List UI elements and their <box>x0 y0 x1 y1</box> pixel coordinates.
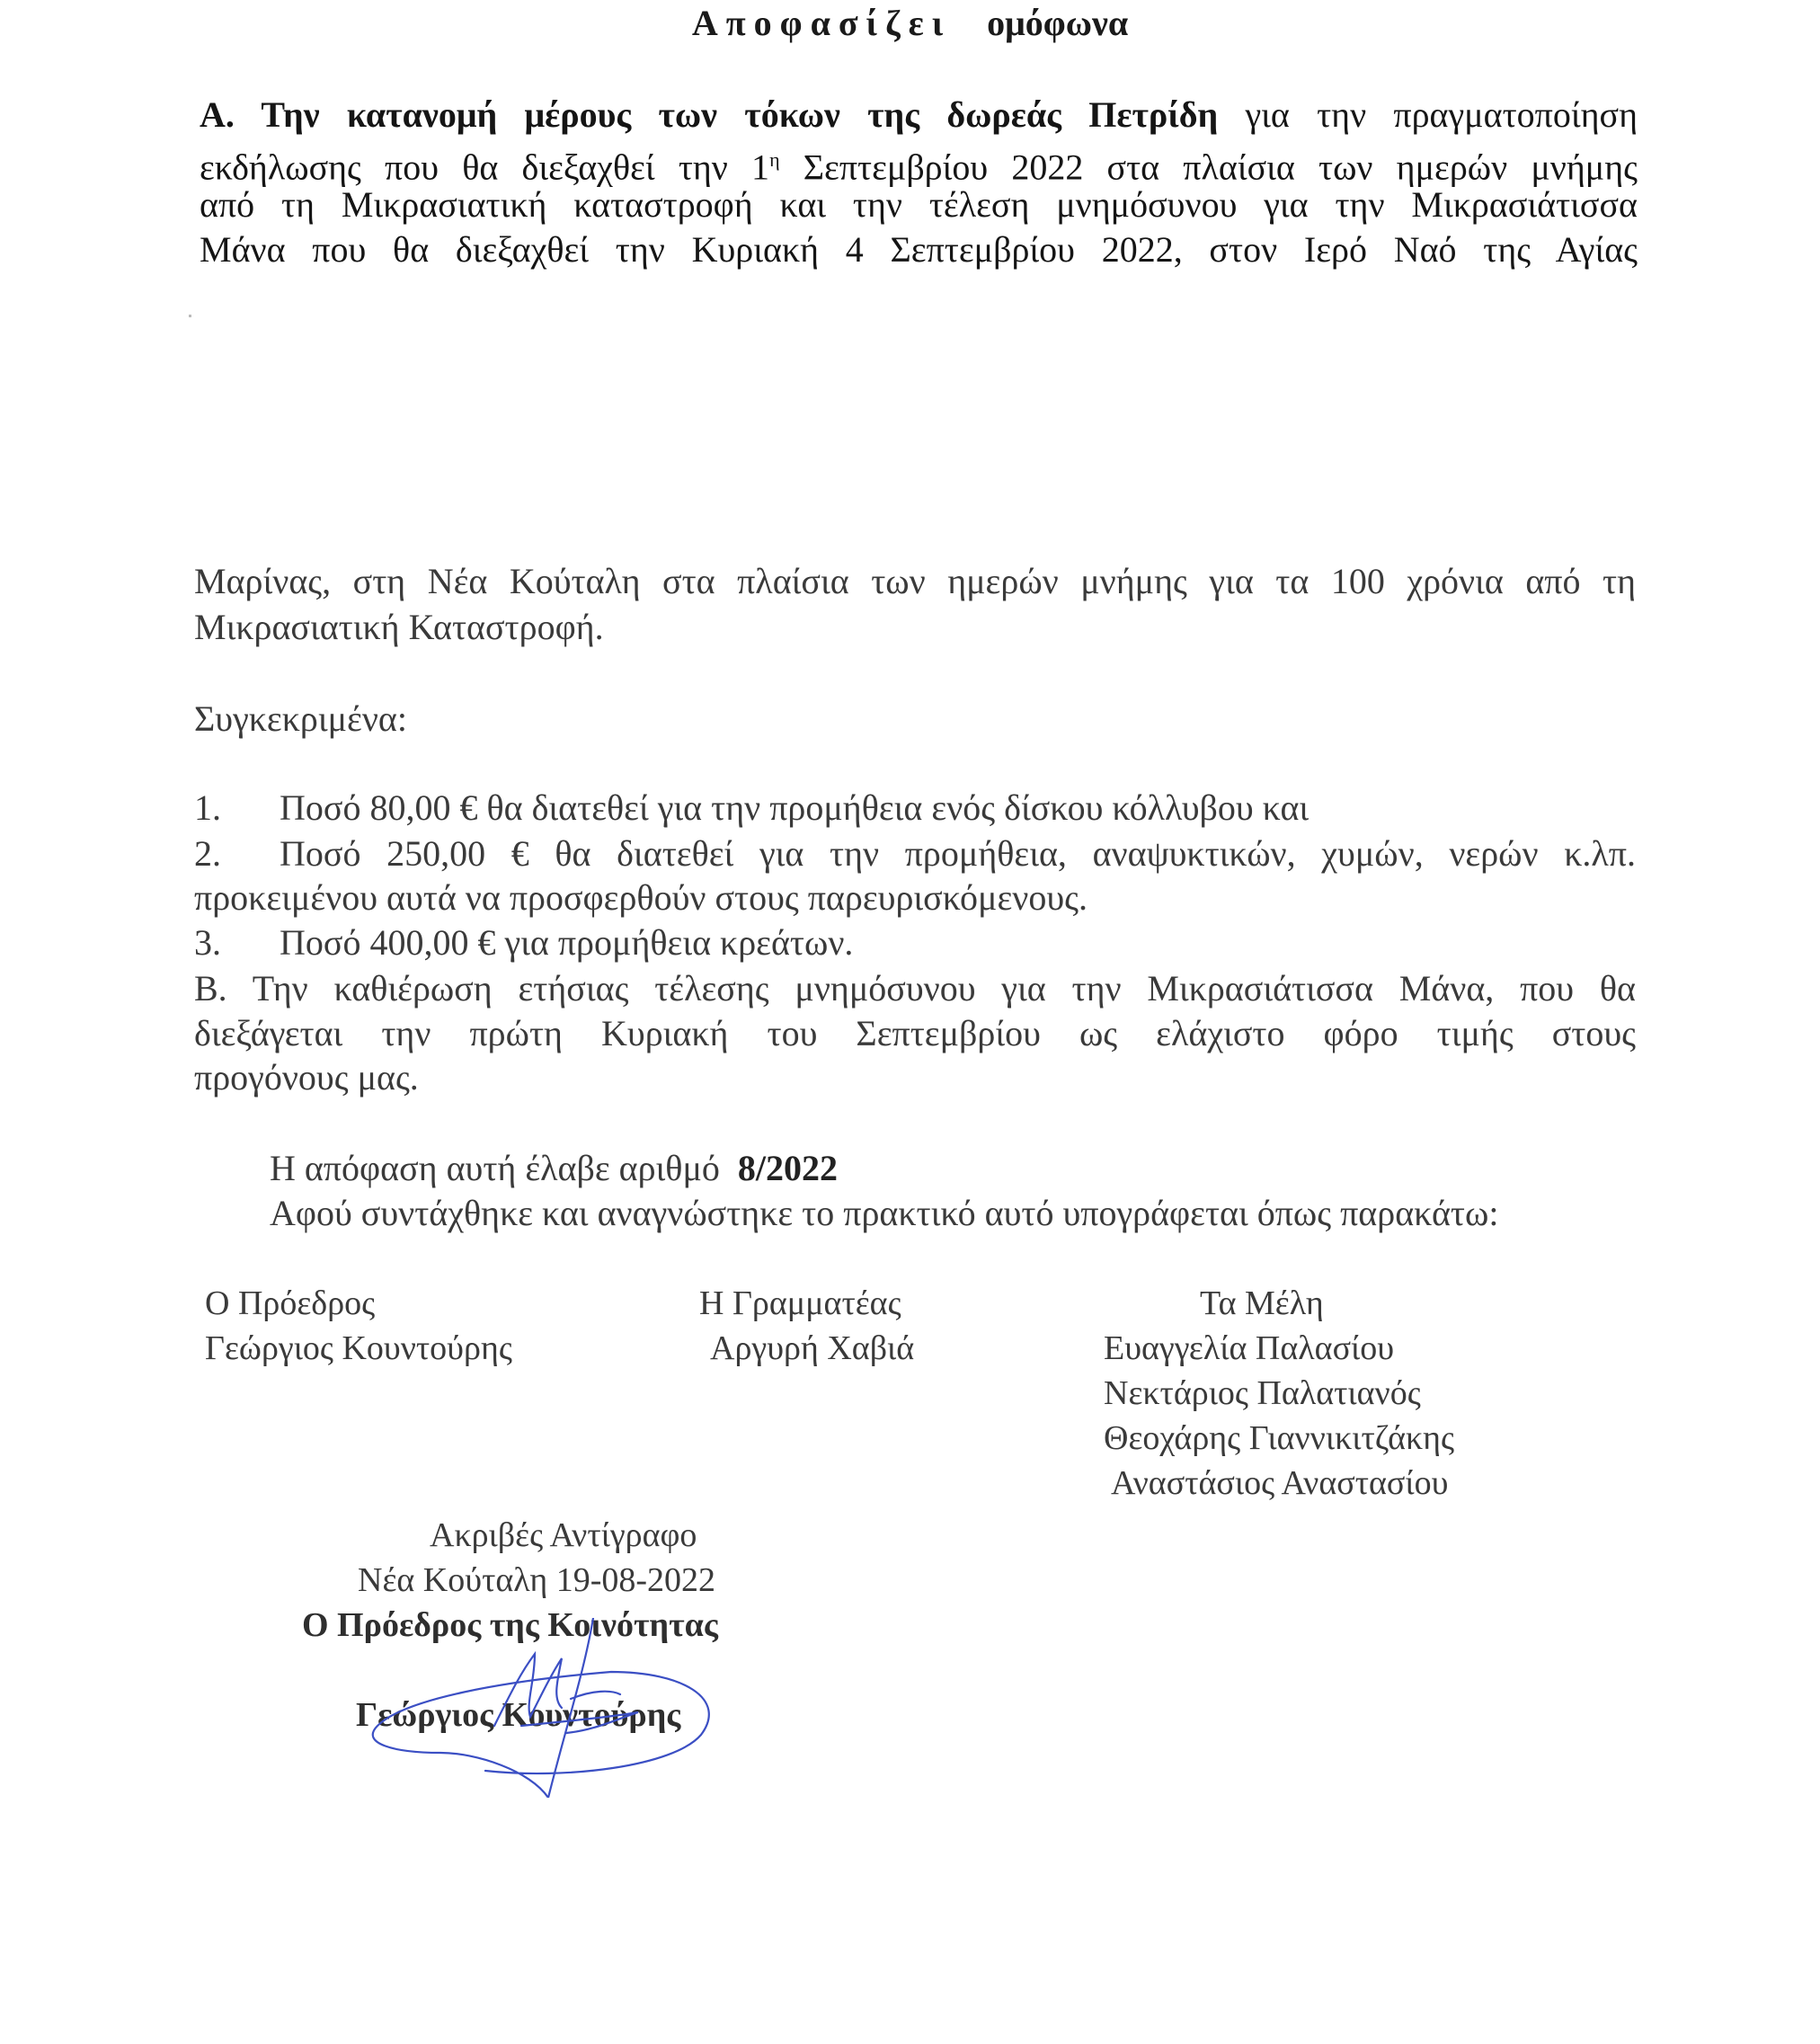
section-a-line-4: Μάνα που θα διεξαχθεί την Κυριακή 4 Σεπτεμβρίου 2022, στον Ιερό Ναό της Αγίας <box>200 229 1638 270</box>
heading-decides: Αποφασίζει <box>691 3 952 43</box>
secretary-name: Αργυρή Χαβιά <box>710 1329 915 1367</box>
scan-artifact <box>189 315 191 317</box>
signing-statement: Αφού συντάχθηκε και αναγνώστηκε το πρακτικό αυτό υπογράφεται όπως παρακάτω: <box>270 1193 1499 1233</box>
member-name: Θεοχάρης Γιαννικιτζάκης <box>1104 1419 1455 1457</box>
handwritten-signature <box>342 1618 773 1798</box>
list-item-continuation: προκειμένου αυτά να προσφερθούν στους παρευρισκόμενους. <box>194 877 1088 918</box>
specifically-label: Συγκεκριμένα: <box>194 698 407 739</box>
decision-number: 8/2022 <box>737 1148 839 1188</box>
member-name: Ευαγγελία Παλασίου <box>1104 1329 1395 1367</box>
section-b-line-2: διεξάγεται την πρώτη Κυριακή του Σεπτεμβρίου ως ελάχιστο φόρο τιμής στους <box>194 1013 1636 1053</box>
signer-role: Ο Πρόεδρος της Κοινότητας <box>302 1606 718 1644</box>
signer-name: Γεώργιος Κουντούρης <box>356 1696 681 1734</box>
members-role: Τα Μέλη <box>1200 1284 1324 1322</box>
decision-number-line <box>270 1147 838 1189</box>
section-a-line-5: Μαρίνας, στη Νέα Κούταλη στα πλαίσια των ημερών μνήμης για τα 100 χρόνια από τη <box>194 561 1636 601</box>
section-a-paragraph-part2 <box>194 559 1636 604</box>
list-item <box>194 786 1309 829</box>
section-b-line-1: Β. Την καθιέρωση ετήσιας τέλεσης μνημόσυνου για την Μικρασιάτισσα Μάνα, που θα <box>194 968 1636 1009</box>
exact-copy-label: Ακριβές Αντίγραφο <box>430 1516 697 1554</box>
secretary-role: Η Γραμματέας <box>699 1284 901 1322</box>
list-item-number: 2. <box>194 833 221 874</box>
president-name: Γεώργιος Κουντούρης <box>205 1329 512 1367</box>
section-a-bold-lead: Α. Την κατανομή μέρους των τόκων της δωρεάς Πετρίδη <box>200 94 1219 135</box>
member-name: Νεκτάριος Παλατιανός <box>1104 1374 1421 1412</box>
section-a-line-2: εκδήλωσης που θα διεξαχθεί την $1^\eta$ Σεπτεμβρίου 2022 στα πλαίσια των ημερών μνήμης <box>200 147 1638 188</box>
list-item-number: 1. <box>194 787 221 828</box>
list-item-text: Ποσό 400,00 € για προμήθεια κρεάτων. <box>280 922 854 963</box>
section-a-line-3: από τη Μικρασιατική καταστροφή και την τέλεση μνημόσυνου για την Μικρασιάτισσα <box>200 184 1638 225</box>
decision-number-label: Η απόφαση αυτή έλαβε αριθμό <box>270 1148 720 1188</box>
list-item-text: Ποσό 250,00 € θα διατεθεί για την προμήθεια, αναψυκτικών, χυμών, νερών κ.λπ. <box>280 833 1636 874</box>
place-date: Νέα Κούταλη 19-08-2022 <box>358 1561 716 1599</box>
list-item <box>194 831 1636 876</box>
list-item-text: Ποσό 80,00 € θα διατεθεί για την προμήθεια ενός δίσκου κόλλυβου και <box>280 787 1310 828</box>
list-item <box>194 921 853 964</box>
member-name: Αναστάσιος Αναστασίου <box>1111 1464 1449 1502</box>
section-a-paragraph-part1 <box>200 93 1638 272</box>
section-b-paragraph <box>194 966 1636 1056</box>
signature-strokes <box>373 1618 709 1798</box>
list-item-number: 3. <box>194 922 221 963</box>
section-a-line-1: Α. Την κατανομή μέρους των τόκων της δωρεάς Πετρίδη για την πραγματοποίηση <box>200 94 1638 135</box>
president-role: Ο Πρόεδρος <box>205 1284 376 1322</box>
section-b-line-3: προγόνους μας. <box>194 1057 419 1098</box>
section-a-line-6: Μικρασιατική Καταστροφή. <box>194 607 604 647</box>
heading-unanimously: ομόφωνα <box>987 3 1129 43</box>
resolution-heading <box>0 2 1820 44</box>
